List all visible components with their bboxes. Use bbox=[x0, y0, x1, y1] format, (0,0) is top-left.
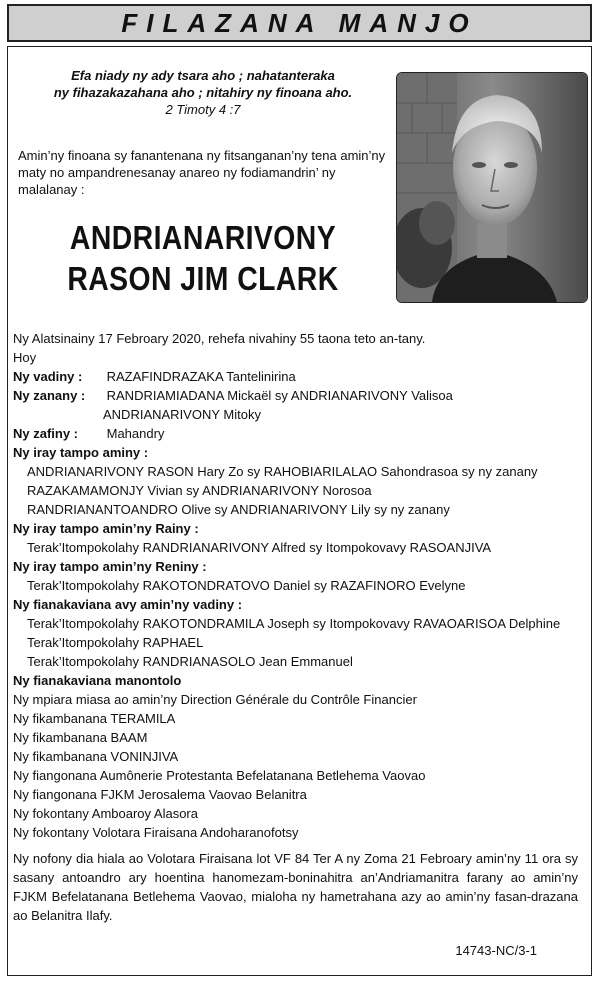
spouse-family-line-3: Terak’Itompokolahy RANDRIANASOLO Jean Emmanuel bbox=[27, 654, 353, 669]
notice-frame bbox=[7, 46, 592, 976]
grandchildren-name: Mahandry bbox=[106, 426, 165, 441]
verse-line-1: Efa niady ny ady tsara aho ; nahatanteraka bbox=[71, 68, 335, 83]
sibling-line-3: RANDRIANANTOANDRO Olive sy ANDRIANARIVONY Lily sy ny zanany bbox=[27, 502, 450, 517]
spouse-family-line-1: Terak’Itompokolahy RAKOTONDRAMILA Joseph sy Itompokovavy RAVAOARISOA Delphine bbox=[27, 616, 561, 631]
spouse-family-label: Ny fianakaviana avy amin’ny vadiny : bbox=[13, 597, 243, 612]
intro-paragraph: Amin’ny finoana sy fanantenana ny fitsanganan’ny tena amin’ny maty no ampandrenesanay anareo ny fodiamandrin’ ny malalanay : bbox=[18, 148, 386, 197]
paternal-siblings: Terak’Itompokolahy RANDRIANARIVONY Alfred sy Itompokovavy RASOANJIVA bbox=[27, 540, 492, 555]
banner-title: FILAZANA MANJO bbox=[121, 7, 478, 38]
bible-verse bbox=[18, 67, 388, 118]
children-names-2: ANDRIANARIVONY Mitoky bbox=[103, 407, 261, 422]
other-line-3: Ny fikambanana BAAM bbox=[13, 730, 148, 745]
verse-reference: 2 Timoty 4 :7 bbox=[165, 102, 241, 117]
siblings-label: Ny iray tampo aminy : bbox=[13, 445, 149, 460]
children-row bbox=[13, 386, 588, 405]
date-line: Ny Alatsinainy 17 Febroary 2020, rehefa nivahiny 55 taona teto an-tany. bbox=[13, 331, 426, 346]
family-details bbox=[13, 329, 588, 842]
spouse-family-line-2: Terak’Itompokolahy RAPHAEL bbox=[27, 635, 204, 650]
spouse-label: Ny vadiny : bbox=[13, 369, 83, 384]
portrait-image bbox=[397, 73, 587, 302]
funeral-arrangements: Ny nofony dia hiala ao Volotara Firaisana lot VF 84 Ter A ny Zoma 21 Febroary amin’ny 11 ora sy sasany antoandro ary hoentina hanomezam-boninahitra an’Andriamanitra farany ao amin’ny FJKM Befelatanana Betlehema Vaovao, mialoha ny hametrahana azy ao amin’ny fasan-drazana ao Belanitra Ilafy. bbox=[13, 851, 578, 923]
other-line-7: Ny fokontany Amboaroy Alasora bbox=[13, 806, 198, 821]
children-label: Ny zanany : bbox=[13, 388, 86, 403]
children-names-1: RANDRIAMIADANA Mickaël sy ANDRIANARIVONY Valisoa bbox=[106, 388, 453, 403]
spouse-row bbox=[13, 367, 588, 386]
paternal-siblings-label: Ny iray tampo amin’ny Rainy : bbox=[13, 521, 199, 536]
deceased-name-line-1: ANDRIANARIVONY bbox=[69, 219, 337, 256]
deceased-name bbox=[18, 217, 388, 299]
grandchildren-label: Ny zafiny : bbox=[13, 426, 79, 441]
other-line-1: Ny mpiara miasa ao amin’ny Direction Générale du Contrôle Financier bbox=[13, 692, 417, 707]
sibling-line-1: ANDRIANARIVONY RASON Hary Zo sy RAHOBIARILALAO Sahondrasoa sy ny zanany bbox=[27, 464, 538, 479]
whole-family-label: Ny fianakaviana manontolo bbox=[13, 673, 182, 688]
sibling-line-2: RAZAKAMAMONJY Vivian sy ANDRIANARIVONY Norosoa bbox=[27, 483, 372, 498]
maternal-siblings-label: Ny iray tampo amin’ny Reniny : bbox=[13, 559, 207, 574]
other-line-2: Ny fikambanana TERAMILA bbox=[13, 711, 176, 726]
portrait-photo bbox=[396, 72, 588, 303]
reference-code: 14743-NC/3-1 bbox=[455, 943, 537, 958]
hoy-line: Hoy bbox=[13, 350, 37, 365]
other-line-5: Ny fiangonana Aumônerie Protestanta Befelatanana Betlehema Vaovao bbox=[13, 768, 426, 783]
verse-line-2: ny fihazakazahana aho ; nitahiry ny finoana aho. bbox=[53, 85, 353, 100]
grandchildren-row bbox=[13, 424, 588, 443]
other-line-6: Ny fiangonana FJKM Jerosalema Vaovao Belanitra bbox=[13, 787, 307, 802]
other-line-4: Ny fikambanana VONINJIVA bbox=[13, 749, 179, 764]
other-line-8: Ny fokontany Volotara Firaisana Andoharanofotsy bbox=[13, 825, 299, 840]
maternal-siblings: Terak’Itompokolahy RAKOTONDRATOVO Daniel sy RAZAFINORO Evelyne bbox=[27, 578, 466, 593]
spouse-name: RAZAFINDRAZAKA Tantelinirina bbox=[106, 369, 296, 384]
header-banner bbox=[7, 4, 592, 42]
deceased-name-line-2: RASON JIM CLARK bbox=[67, 260, 339, 297]
